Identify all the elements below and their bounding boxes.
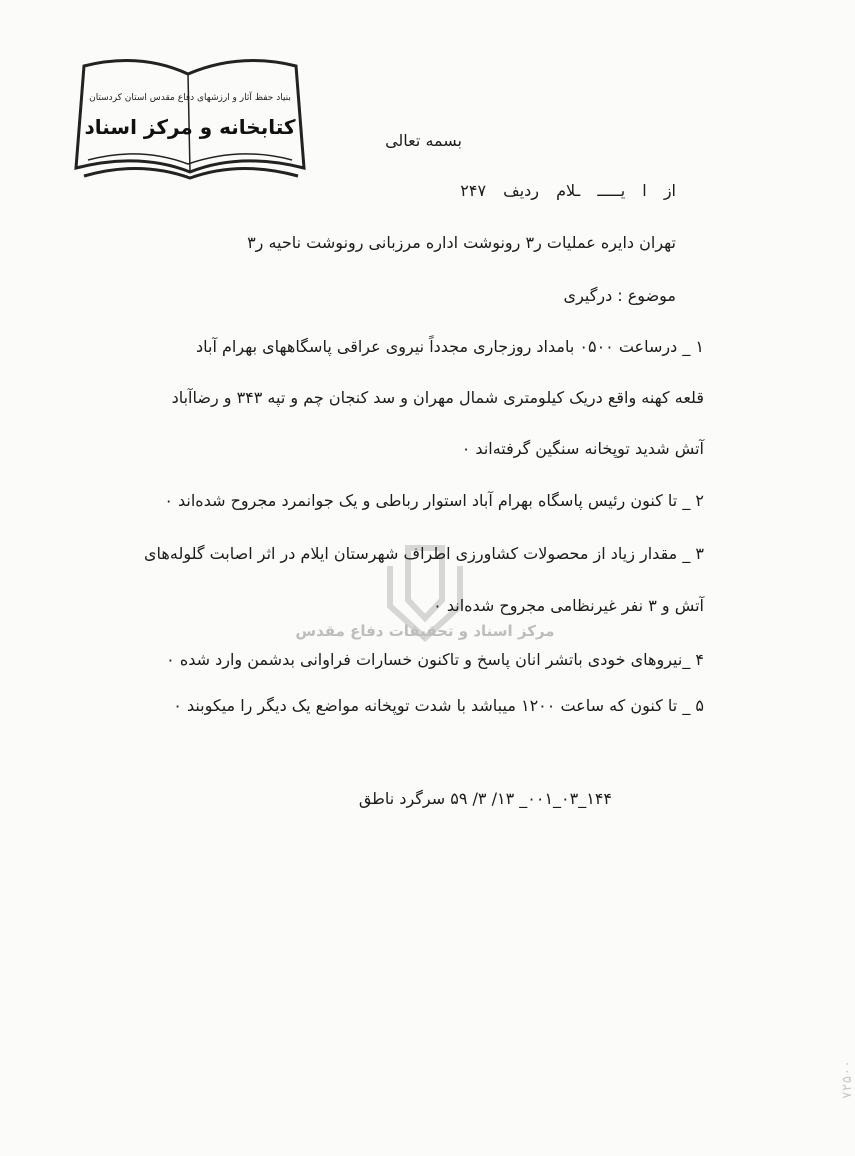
body-line-3: آتش شدید توپخانه سنگین گرفته‌اند ۰	[461, 439, 704, 458]
watermark-text: مرکز اسناد و تحقیقات دفاع مقدس	[295, 622, 555, 640]
body-line-8: ۵ _ تا کنون که ساعت ۱۲۰۰ میباشد با شدت توپخانه مواضع یک دیگر را میکوبند ۰	[173, 696, 704, 715]
body-line-6: آتش و ۳ نفر غیرنظامی مجروح شده‌اند ۰	[433, 596, 704, 615]
from-line: از ا یـــــ ـلام ردیف ۲۴۷	[460, 181, 676, 200]
stamp-top-text: بنیاد حفظ آثار و ارزشهای دفاع مقدس استان کردستان	[89, 93, 291, 103]
margin-number: ۷۲۵۰۰	[840, 1060, 855, 1100]
signature-line: ۱۴۴_۰۳_۰۰۱_ ۱۳/ ۳/ ۵۹ سرگرد ناطق	[358, 789, 612, 808]
body-line-2: قلعه کهنه واقع دریک کیلومتری شمال مهران و سد کنجان چم و تپه ۳۴۳ و رضاآباد	[171, 388, 704, 407]
library-stamp	[70, 48, 310, 180]
body-line-4: ۲ _ تا کنون رئیس پاسگاه بهرام آباد استوار رباطی و یک جوانمرد مجروح شده‌اند ۰	[164, 491, 704, 510]
stamp-main-text: کتابخانه و مرکز اسناد	[84, 115, 296, 139]
subject-line: موضوع : درگیری	[563, 286, 676, 305]
basmala: بسمه تعالی	[385, 131, 462, 150]
body-line-7: ۴ _نیروهای خودی باتشر انان پاسخ و تاکنون خسارات فراوانی بدشمن وارد شده ۰	[166, 650, 704, 669]
to-line: تهران دایره عملیات ر۳ رونوشت اداره مرزبانی رونوشت ناحیه ر۳	[247, 233, 676, 252]
body-line-1: ۱ _ درساعت ۰۵۰۰ بامداد روزجاری مجدداً نیروی عراقی پاسگاههای بهرام آباد	[196, 337, 704, 356]
body-line-5: ۳ _ مقدار زیاد از محصولات کشاورزی اطراف شهرستان ایلام در اثر اصابت گلوله‌های	[144, 544, 704, 563]
